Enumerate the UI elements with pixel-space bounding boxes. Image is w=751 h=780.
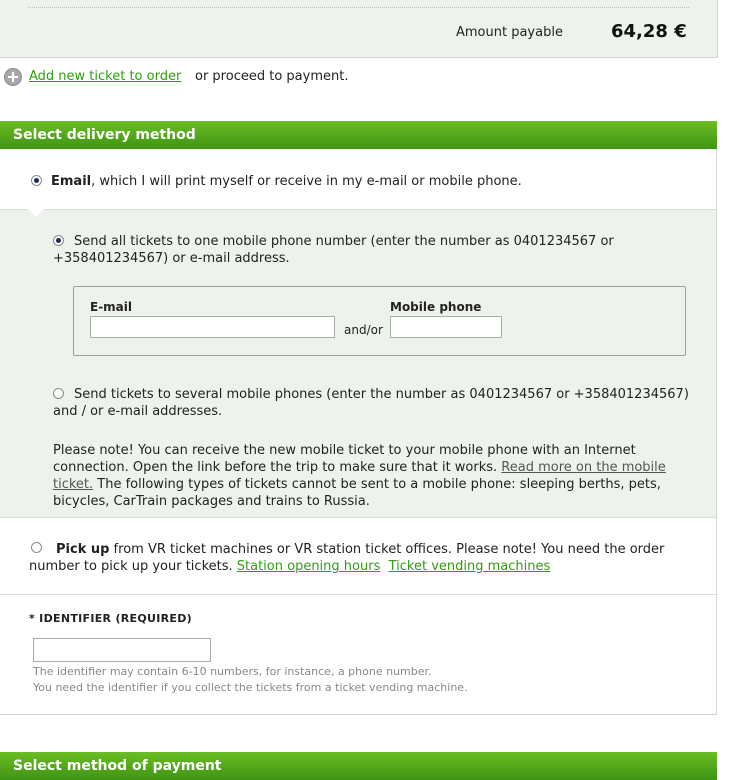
add-ticket-link[interactable]: Add new ticket to order	[29, 69, 182, 84]
pickup-option-title: Pick up	[56, 542, 110, 557]
amount-summary	[0, 0, 718, 58]
andor-text: and/or	[344, 323, 383, 337]
identifier-help-1: The identifier may contain 6-10 numbers, for instance, a phone number.	[33, 665, 432, 678]
plus-circle-icon[interactable]	[4, 68, 22, 86]
note-text-before: Please note! You can receive the new mobile ticket to your mobile phone with an Internet connection. Open the link before the trip to make sure that it works.	[53, 443, 636, 475]
email-option-row[interactable]	[0, 149, 716, 210]
email-field[interactable]	[90, 316, 335, 338]
amount-label: Amount payable	[456, 25, 563, 40]
mobile-phone-label: Mobile phone	[390, 300, 482, 314]
email-radio[interactable]	[31, 175, 42, 186]
send-several-label: Send tickets to several mobile phones (enter the number as 0401234567 or +358401234567) and / or e-mail addresses.	[53, 387, 689, 419]
email-option-description: , which I will print myself or receive in my e-mail or mobile phone.	[91, 174, 522, 189]
mobile-ticket-info-link[interactable]: Read more on the mobile ticket.	[53, 460, 666, 492]
pickup-option-row[interactable]	[0, 518, 716, 595]
summary-divider	[28, 7, 689, 8]
payment-section-header: Select method of payment	[0, 752, 717, 780]
identifier-label: * IDENTIFIER (REQUIRED)	[29, 612, 192, 625]
send-one-label: Send all tickets to one mobile phone number (enter the number as 0401234567 or +358401234567) or e-mail address.	[53, 234, 614, 266]
delivery-section-header: Select delivery method	[0, 121, 717, 149]
mobile-ticket-note	[53, 442, 698, 510]
amount-value: 64,28 €	[611, 21, 687, 42]
pointer-notch	[28, 209, 44, 217]
note-text-after: The following types of tickets cannot be sent to a mobile phone: sleeping berths, pets, bicycles, CarTrain packages and trains to Russia.	[53, 477, 661, 509]
email-field-label: E-mail	[90, 300, 133, 314]
ticket-vending-machines-link[interactable]: Ticket vending machines	[388, 559, 551, 574]
pickup-option-label	[29, 541, 699, 575]
mobile-phone-field[interactable]	[390, 316, 502, 338]
station-opening-hours-link[interactable]: Station opening hours	[236, 559, 381, 574]
identifier-input[interactable]	[33, 638, 211, 662]
proceed-text: or proceed to payment.	[195, 69, 349, 84]
email-option-title: Email	[51, 174, 92, 189]
pickup-option-description: from VR ticket machines or VR station ticket offices. Please note! You need the order number to pick up your tickets.	[29, 542, 665, 574]
email-option-label	[51, 174, 522, 189]
identifier-help-2: You need the identifier if you collect the tickets from a ticket vending machine.	[33, 681, 468, 694]
